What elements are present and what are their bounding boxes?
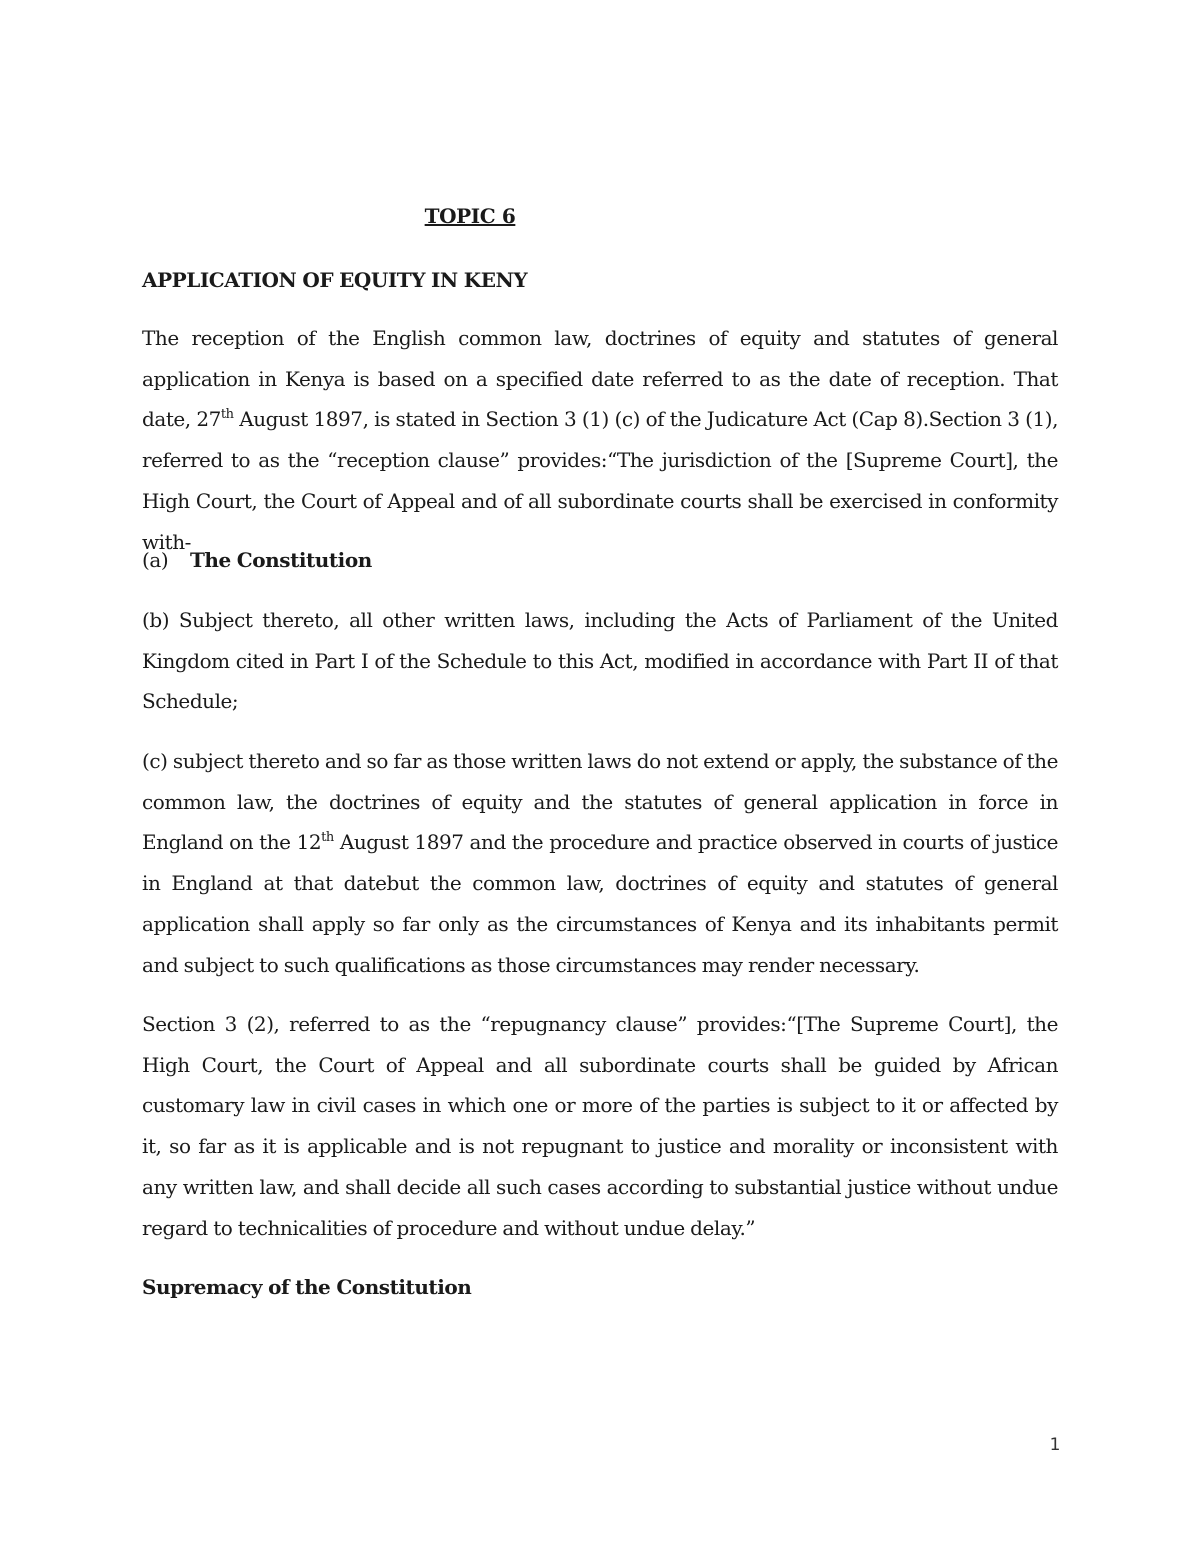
reception-paragraph-text-cont: August 1897, is stated in Section 3 (1) (c) of the Judicature Act (Cap 8).Section 3 (1), referred to as the “reception clause” provides:“The jurisdiction of the [Supreme Court], the High Court, the Court of Appeal and of all subordinate courts shall be exercised in conformity with- bbox=[142, 407, 1058, 554]
list-item-c bbox=[142, 741, 1058, 985]
list-item-a-text: The Constitution bbox=[190, 548, 372, 572]
list-item-b: (b) Subject thereto, all other written laws, including the Acts of Parliament of the United Kingdom cited in Part I of the Schedule to this Act, modified in accordance with Part II of that Schedule; bbox=[142, 608, 1058, 714]
reception-paragraph-text: The reception of the English common law, doctrines of equity and statutes of general application in Kenya is based on a specified date referred to as the date of reception. That date, 27 bbox=[142, 326, 1058, 432]
list-item-a bbox=[142, 540, 1058, 581]
repugnancy-paragraph: Section 3 (2), referred to as the “repugnancy clause” provides:“[The Supreme Court], the High Court, the Court of Appeal and all subordinate courts shall be guided by African customary law in civil cases in which one or more of the parties is subject to it or affected by it, so far as it is applicable and is not repugnant to justice and morality or inconsistent with any written law, and shall decide all such cases according to substantial justice without undue regard to technicalities of procedure and without undue delay.” bbox=[142, 1012, 1058, 1240]
list-item-c-text-cont: August 1897 and the procedure and practice observed in courts of justice in England at that datebut the common law, doctrines of equity and statutes of general application shall apply so far only as the circumstances of Kenya and its inhabitants permit and subject to such qualifications as those circumstances may render necessary. bbox=[142, 830, 1058, 977]
topic-title: TOPIC 6 bbox=[424, 204, 516, 228]
subheading: Supremacy of the Constitution bbox=[142, 1275, 472, 1299]
ordinal-suffix: th bbox=[220, 406, 234, 422]
list-item-a-label: (a) bbox=[142, 548, 169, 572]
section-heading: APPLICATION OF EQUITY IN KENY bbox=[142, 268, 528, 292]
list-item-c-text: (c) subject thereto and so far as those written laws do not extend or apply, the substance of the common law, the doctrines of equity and the statutes of general application in force in England on the 12 bbox=[142, 749, 1058, 855]
reception-paragraph bbox=[142, 318, 1058, 562]
ordinal-suffix: th bbox=[321, 829, 334, 845]
page-number: 1 bbox=[1049, 1435, 1061, 1455]
